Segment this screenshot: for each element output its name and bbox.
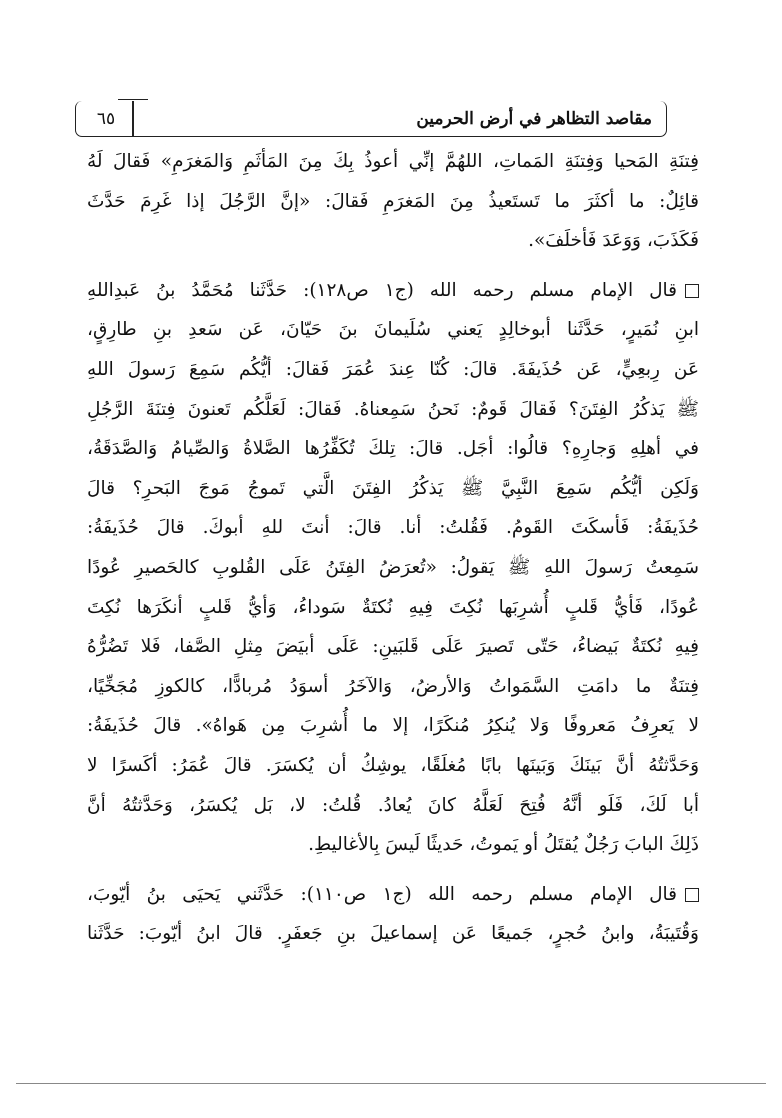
- text-line: فِيهِ نُكتَةٌ بَيضاءُ، حَتّى تَصيرَ عَلَى قَلبَينِ: عَلَى أبيَضَ مِثلِ الصَّفا، فَلا تَضُرُّهُ: [87, 636, 699, 658]
- text-line: ابنِ نُمَيرٍ، حَدَّثَنا أبوخالِدٍ يَعني سُلَيمانَ بنَ حَيّانَ، عَن سَعدِ بنِ طارِقٍ،: [87, 319, 699, 341]
- text-line: أبا لَكَ، فَلَو أنَّهُ فُتِحَ لَعَلَّهُ كانَ يُعادُ. قُلتُ: لا، بَل يُكسَرُ، وَحَدَّثتُهُ أنَّ: [87, 794, 699, 816]
- paragraph-start-line: [87, 875, 699, 915]
- text-line: حُذَيفَةُ: فَأسكَتَ القَومُ. فَقُلتُ: أنا. قالَ: أنتَ للهِ أبوكَ. قالَ حُذَيفَةُ:: [87, 517, 699, 539]
- running-title: مقاصد التظاهر في أرض الحرمين: [416, 108, 652, 129]
- text-line: وَقُتَيبَةُ، وابنُ حُجرٍ، جَميعًا عَن إسماعيلَ بنِ جَعفَرٍ. قالَ ابنُ أيّوبَ: حَدَّثَنا: [87, 923, 699, 945]
- text-line: عَن رِبعِيٍّ، عَن حُذَيفَةَ. قالَ: كُنّا عِندَ عُمَرَ فَقالَ: أيُّكُم سَمِعَ رَسولَ اللهِ: [87, 358, 699, 380]
- paragraph-marker-icon: [685, 284, 699, 298]
- paragraph-marker-icon: [685, 888, 699, 902]
- page-header: [75, 101, 667, 137]
- text-line: فِتنَةِ المَحيا وَفِتنَةِ المَماتِ، اللهُمَّ إنِّي أعوذُ بِكَ مِنَ المَأثَمِ وَالمَغرَمِ» فَقالَ لَهُ: [87, 151, 699, 172]
- text-line: فِتنَةٌ ما دامَتِ السَّمَواتُ وَالأرضُ، وَالآخَرُ أسوَدُ مُربادًّا، كالكوزِ مُجَخِّيًا،: [87, 675, 699, 697]
- text-line: فَكَذَبَ، وَوَعَدَ فَأخلَفَ».: [528, 230, 699, 252]
- paragraph-start-line: [87, 271, 699, 311]
- text-line: ذَلِكَ البابَ رَجُلٌ يُقتَلُ أو يَموتُ، حَديثًا لَيسَ بِالأغاليطِ.: [308, 834, 699, 856]
- text-line: قال الإمام مسلم رحمه الله (ج١ ص١١٠): حَدَّثَني يَحيَى بنُ أيّوبَ،: [87, 883, 677, 905]
- paragraph-gap: [87, 865, 699, 875]
- text-line: عُودًا، فَأيُّ قَلبٍ أُشرِبَها نُكِتَ فِيهِ نُكتَةٌ سَوداءُ، وَأيُّ قَلبٍ أنكَرَها نُكِتَ: [87, 596, 699, 618]
- body-text: [87, 142, 699, 954]
- text-line: وَلَكِن أيُّكُم سَمِعَ النَّبِيَّ ﷺ يَذكُرُ الفِتَنَ الَّتي تَموجُ مَوجَ البَحرِ؟ قالَ: [87, 477, 699, 499]
- footer-rule: [16, 1083, 766, 1084]
- text-line: ﷺ يَذكُرُ الفِتَنَ؟ فَقالَ قَومٌ: نَحنُ سَمِعناهُ. فَقالَ: لَعَلَّكُم تَعنونَ فِتنَةَ الرَّجُلِ: [87, 398, 699, 420]
- page-number: ٦٥: [96, 108, 116, 129]
- paragraph-gap: [87, 261, 699, 271]
- text-line: لا يَعرِفُ مَعروفًا وَلا يُنكِرُ مُنكَرًا، إلا ما أُشرِبَ مِن هَواهُ». قالَ حُذَيفَةُ:: [87, 715, 699, 737]
- text-line: وَحَدَّثتُهُ أنَّ بَينَكَ وَبَينَها بابًا مُغلَقًا، يوشِكُ أن يُكسَرَ. قالَ عُمَرُ: أكَسرًا لا: [87, 754, 699, 776]
- text-line: قائِلٌ: ما أكثَرَ ما تَستَعيذُ مِنَ المَغرَمِ فَقالَ: «إنَّ الرَّجُلَ إذا غَرِمَ حَدَّثَ: [87, 190, 699, 212]
- text-line: قال الإمام مسلم رحمه الله (ج١ ص١٢٨): حَدَّثَنا مُحَمَّدُ بنُ عَبدِاللهِ: [87, 279, 677, 301]
- text-line: في أهلِهِ وَجارِهِ؟ قالُوا: أجَل. قالَ: تِلكَ تُكَفِّرُها الصَّلاةُ وَالصِّيامُ وَالصَّدَقَةُ،: [87, 438, 699, 460]
- text-line: سَمِعتُ رَسولَ اللهِ ﷺ يَقولُ: «تُعرَضُ الفِتَنُ عَلَى القُلوبِ كالحَصيرِ عُودًا: [87, 556, 699, 578]
